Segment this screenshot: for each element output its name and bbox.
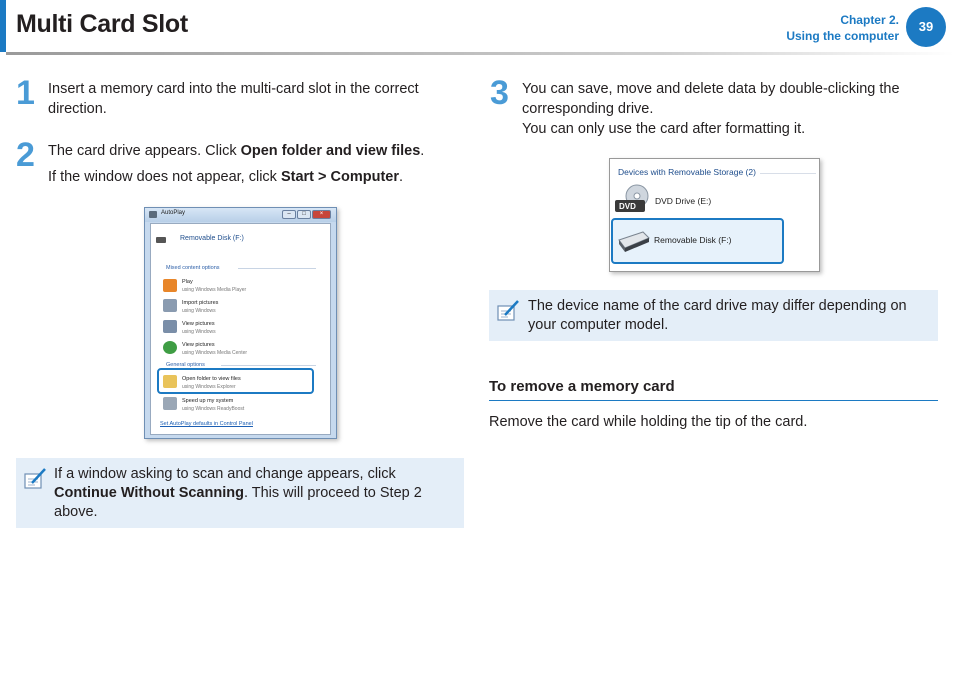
autoplay-drive-name: Removable Disk (F:) [180, 235, 244, 242]
general-options-rule [221, 365, 316, 366]
note-left-line-2 [54, 484, 454, 503]
chapter-number: Chapter 2. [840, 13, 899, 27]
autoplay-body [150, 223, 331, 435]
chapter-label [786, 12, 899, 44]
maximize-icon[interactable]: □ [297, 210, 311, 219]
devices-item-removable: Removable Disk (F:) [654, 235, 732, 245]
removable-disk-highlight[interactable] [611, 218, 784, 264]
step-1-line-2: direction. [48, 101, 107, 117]
minimize-icon[interactable]: – [282, 210, 296, 219]
option-play-label[interactable]: Play [182, 279, 193, 285]
open-folder-highlight [157, 368, 314, 394]
autoplay-window-icon [149, 211, 157, 218]
photo-viewer-icon [163, 320, 177, 333]
option-media-center-sub: using Windows Media Center [182, 350, 248, 356]
step-2-line-1 [48, 141, 424, 161]
devices-item-dvd[interactable]: DVD Drive (E:) [655, 196, 712, 206]
chapter-title: Using the computer [786, 29, 899, 43]
page-header [0, 0, 954, 54]
note-right-line-2: your computer model. [528, 317, 669, 333]
note-right-line-1: The device name of the card drive may differ depending on [528, 298, 907, 314]
note-right-text [528, 297, 933, 335]
note-right [489, 290, 938, 341]
step-3-text [522, 79, 900, 139]
option-open-folder-label[interactable]: Open folder to view files [182, 376, 241, 382]
option-media-center-label[interactable]: View pictures [182, 342, 215, 348]
note-pencil-icon [22, 466, 50, 492]
readyboost-icon [163, 397, 177, 410]
devices-header: Devices with Removable Storage (2) [618, 167, 756, 177]
step-2-text-pre: The card drive appears. Click [48, 143, 241, 159]
step-2-line2-bold: Start > Computer [280, 169, 399, 185]
step-2-text [48, 141, 424, 187]
devices-header-rule [760, 173, 816, 174]
header-divider [6, 52, 954, 55]
remove-card-heading: To remove a memory card [489, 378, 675, 395]
note-left-text [54, 465, 454, 522]
page-title: Multi Card Slot [16, 10, 188, 38]
step-2-line2-post: . [399, 169, 404, 185]
remove-card-rule [489, 400, 938, 401]
media-center-icon [163, 341, 177, 354]
step-2-number: 2 [16, 136, 35, 174]
step-2-line2-pre: If the window does not appear, click [48, 169, 281, 185]
option-speed-up-label[interactable]: Speed up my system [182, 398, 234, 404]
page-number-badge: 39 [906, 7, 946, 47]
autoplay-titlebar [145, 208, 336, 222]
option-view-sub: using Windows [182, 329, 216, 335]
removable-disk-icon [156, 237, 166, 243]
autoplay-window [144, 207, 337, 439]
svg-text:DVD: DVD [619, 202, 636, 211]
remove-card-text: Remove the card while holding the tip of the card. [489, 414, 808, 430]
step-2-text-post: . [420, 143, 425, 159]
removable-disk-drive-icon [615, 228, 651, 254]
step-3-line-1: You can save, move and delete data by double-clicking the [522, 81, 900, 97]
option-open-folder-sub: using Windows Explorer [182, 384, 236, 390]
camera-icon [163, 299, 177, 312]
step-3-number: 3 [490, 74, 509, 112]
note-left [16, 458, 464, 528]
option-import-sub: using Windows [182, 308, 216, 314]
autoplay-defaults-link[interactable]: Set AutoPlay defaults in Control Panel [160, 421, 253, 427]
mixed-options-rule [238, 268, 316, 269]
step-3-line-3: You can only use the card after formatting it. [522, 121, 806, 137]
step-1-line-1: Insert a memory card into the multi-card slot in the correct [48, 81, 419, 97]
media-player-icon [163, 279, 177, 292]
note-pencil-icon [495, 298, 523, 324]
note-left-bold: Continue Without Scanning [54, 485, 244, 501]
note-left-line-3: above. [54, 504, 98, 520]
step-2-line-2 [48, 167, 424, 187]
step-2-bold: Open folder and view files [240, 143, 421, 159]
mixed-options-header: Mixed content options [166, 265, 220, 271]
note-left-post: . This will proceed to Step 2 [243, 485, 422, 501]
step-1-number: 1 [16, 74, 35, 112]
option-play-sub: using Windows Media Player [182, 287, 247, 293]
option-speed-up-sub: using Windows ReadyBoost [182, 406, 245, 412]
close-icon[interactable]: × [312, 210, 331, 219]
note-left-line-1: If a window asking to scan and change appears, click [54, 466, 396, 482]
general-options-header: General options [166, 362, 205, 368]
option-import-label[interactable]: Import pictures [182, 300, 219, 306]
step-3-line-2: corresponding drive. [522, 101, 654, 117]
autoplay-title: AutoPlay [161, 210, 186, 216]
step-1-text [48, 79, 419, 119]
dvd-drive-icon [613, 184, 651, 218]
option-view-label[interactable]: View pictures [182, 321, 215, 327]
header-accent-bar [0, 0, 6, 52]
